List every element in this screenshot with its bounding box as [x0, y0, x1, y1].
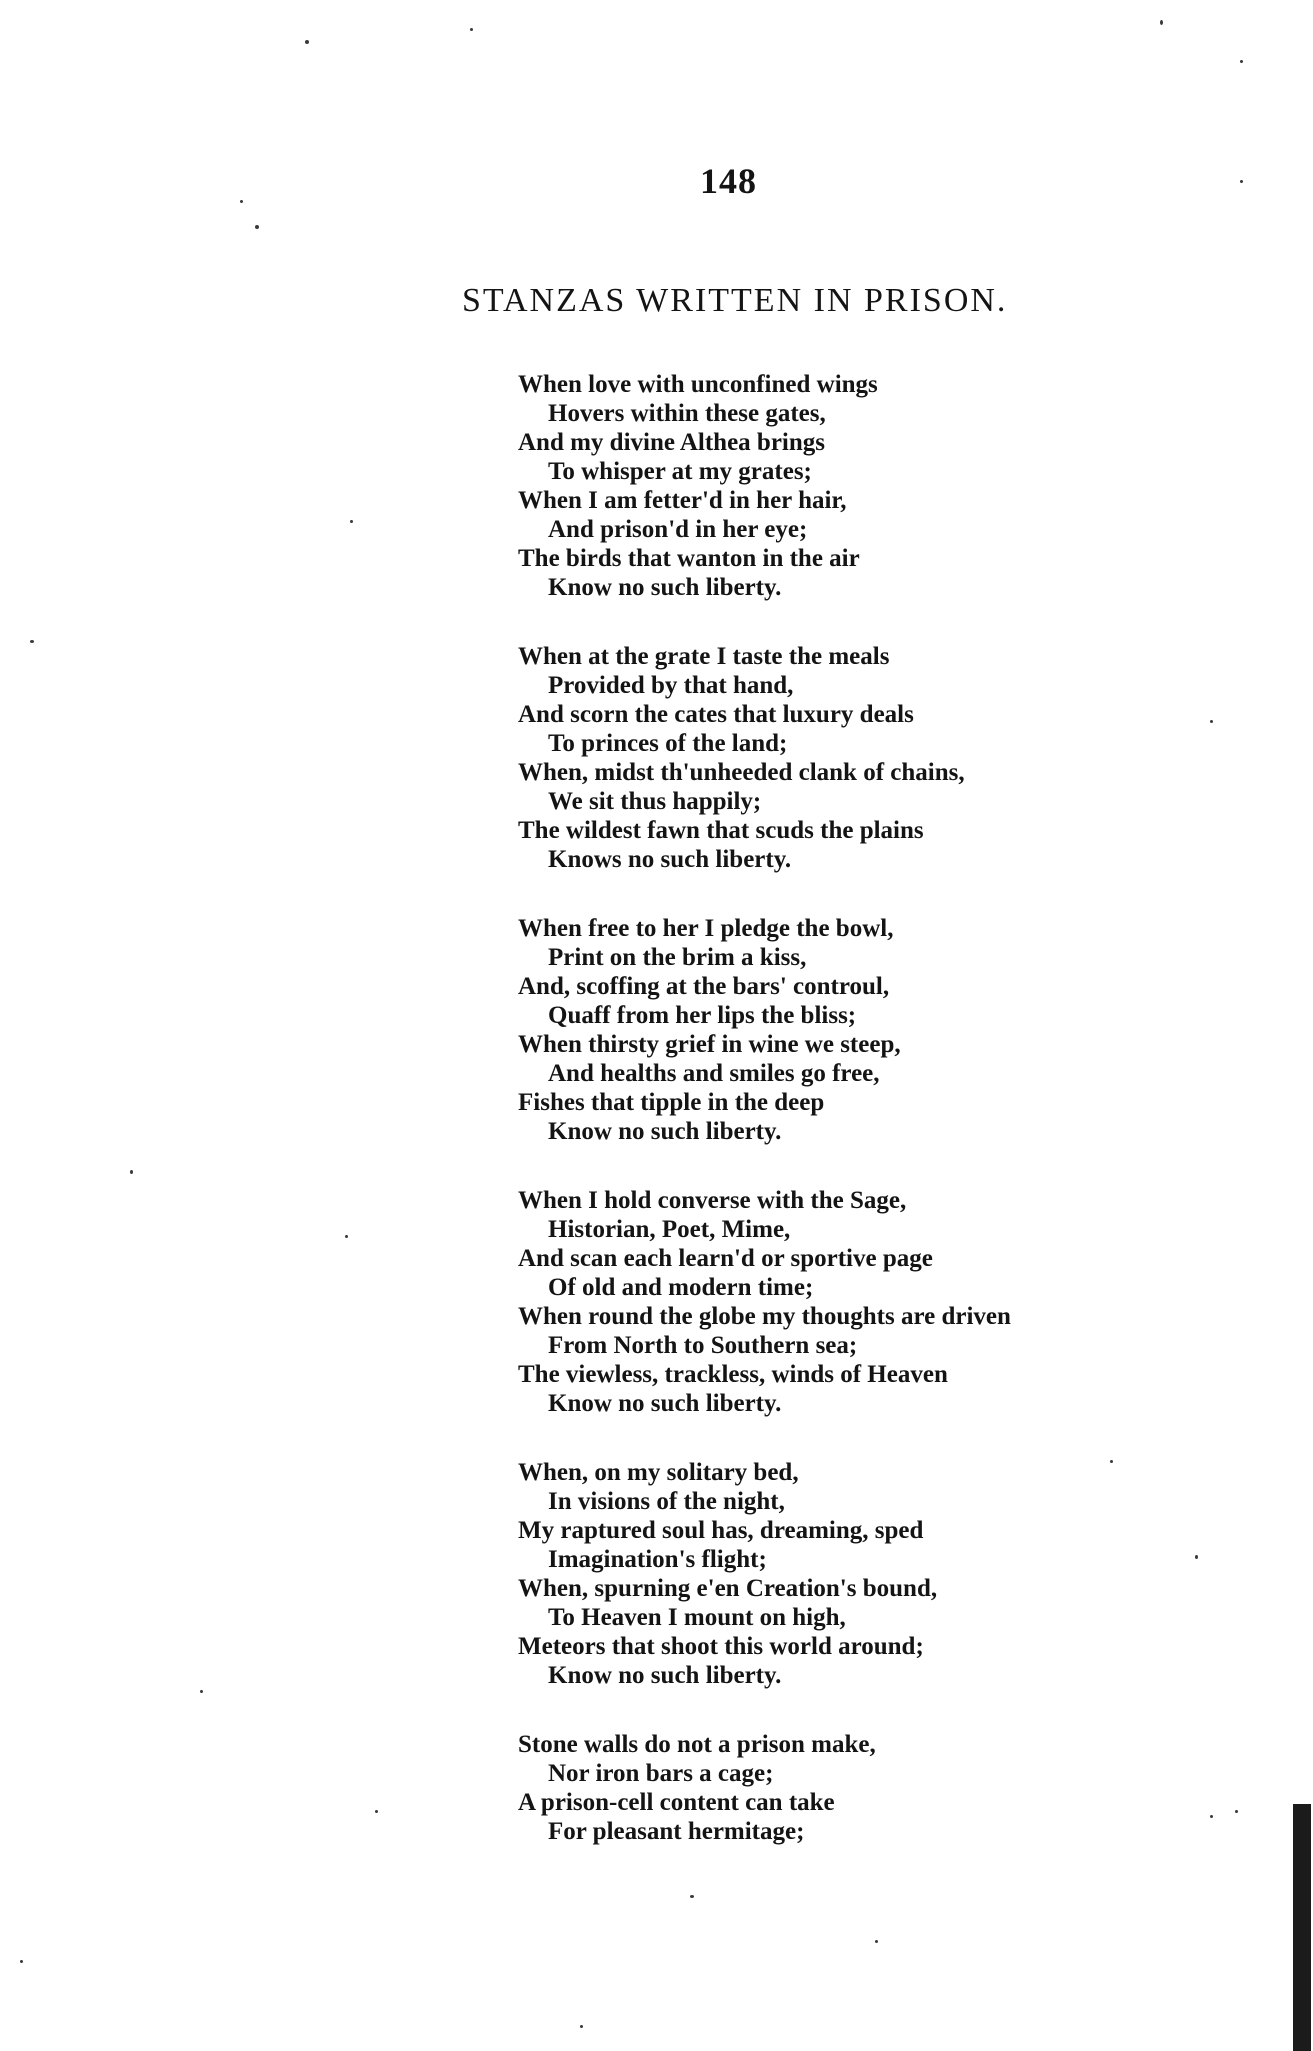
poem-line: Hovers within these gates,: [548, 400, 826, 427]
poem-line: When at the grate I taste the meals: [518, 643, 890, 670]
poem-line: Provided by that hand,: [548, 672, 794, 699]
poem-line: Know no such liberty.: [548, 1118, 782, 1145]
poem-line: Stone walls do not a prison make,: [518, 1731, 876, 1758]
poem-line: Know no such liberty.: [548, 1390, 782, 1417]
stanza: [518, 642, 1238, 874]
poem-line: To whisper at my grates;: [548, 458, 812, 485]
poem-line: To Heaven I mount on high,: [548, 1604, 846, 1631]
poem-line: Know no such liberty.: [548, 1662, 782, 1689]
poem-line: And scorn the cates that luxury deals: [518, 701, 914, 728]
poem-line: When, spurning e'en Creation's bound,: [518, 1575, 938, 1602]
poem-line: We sit thus happily;: [548, 788, 762, 815]
stanza: [518, 1730, 1238, 1846]
poem-line: The wildest fawn that scuds the plains: [518, 817, 924, 844]
poem-line: Quaff from her lips the bliss;: [548, 1002, 857, 1029]
poem-line: When free to her I pledge the bowl,: [518, 915, 894, 942]
poem-line: When I am fetter'd in her hair,: [518, 487, 847, 514]
poem-line: To princes of the land;: [548, 730, 788, 757]
poem-line: And, scoffing at the bars' controul,: [518, 973, 890, 1000]
poem-line: Imagination's flight;: [548, 1546, 767, 1573]
page-number: 148: [700, 161, 757, 201]
poem-line: From North to Southern sea;: [548, 1332, 858, 1359]
poem-line: And prison'd in her eye;: [548, 516, 808, 543]
poem-line: Of old and modern time;: [548, 1274, 814, 1301]
scanner-edge-bar: [1293, 1804, 1311, 2051]
poem-line: And my divine Althea brings: [518, 429, 826, 456]
poem-line: When I hold converse with the Sage,: [518, 1187, 907, 1214]
poem-line: Print on the brim a kiss,: [548, 944, 807, 971]
poem-line: In visions of the night,: [548, 1488, 785, 1515]
poem-line: Meteors that shoot this world around;: [518, 1633, 924, 1660]
stanza: [518, 914, 1238, 1146]
poem-title: STANZAS WRITTEN IN PRISON.: [462, 282, 1008, 319]
poem-body: [518, 370, 1238, 1886]
poem-line: Fishes that tipple in the deep: [518, 1089, 825, 1116]
poem-line: When, on my solitary bed,: [518, 1459, 799, 1486]
poem-line: And scan each learn'd or sportive page: [518, 1245, 933, 1272]
poem-line: And healths and smiles go free,: [548, 1060, 880, 1087]
poem-line: Historian, Poet, Mime,: [548, 1216, 791, 1243]
poem-line: Know no such liberty.: [548, 574, 782, 601]
stanza: [518, 1186, 1238, 1418]
poem-line: The birds that wanton in the air: [518, 545, 860, 572]
poem-line: My raptured soul has, dreaming, sped: [518, 1517, 924, 1544]
poem-line: When love with unconfined wings: [518, 371, 878, 398]
poem-line: The viewless, trackless, winds of Heaven: [518, 1361, 948, 1388]
poem-line: When thirsty grief in wine we steep,: [518, 1031, 901, 1058]
stanza: [518, 1458, 1238, 1690]
poem-line: When round the globe my thoughts are driven: [518, 1303, 1011, 1330]
poem-line: Nor iron bars a cage;: [548, 1760, 774, 1787]
poem-line: When, midst th'unheeded clank of chains,: [518, 759, 965, 786]
poem-line: For pleasant hermitage;: [548, 1818, 805, 1845]
poem-line: Knows no such liberty.: [548, 846, 792, 873]
stanza: [518, 370, 1238, 602]
poem-line: A prison-cell content can take: [518, 1789, 835, 1816]
